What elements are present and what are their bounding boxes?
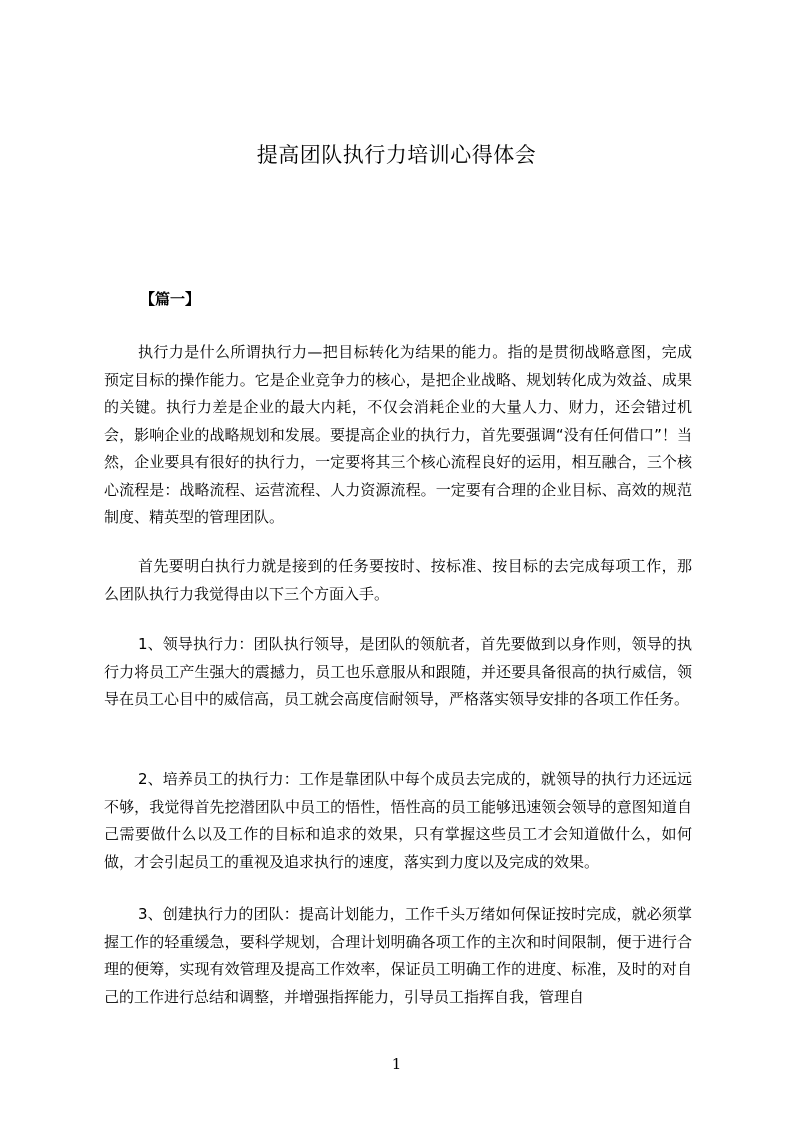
paragraph-2: 首先要明白执行力就是接到的任务要按时、按标准、按目标的去完成每项工作，那么团队执行力我觉得由以下三个方面入手。 bbox=[104, 557, 692, 603]
section-label: 【篇一】 bbox=[140, 290, 201, 308]
paragraph-4: 2、培养员工的执行力：工作是靠团队中每个成员去完成的，就领导的执行力还远远不够，我觉得首先挖潜团队中员工的悟性，悟性高的员工能够迅速领会领导的意图知道自己需要做什么以及工作的目标和追求的效果，只有掌握这些员工才会知道做什么，如何做，才会引起员工的重视及追求执行的速度，落实到力度以及完成的效果。 bbox=[104, 770, 692, 871]
page-number: 1 bbox=[391, 1055, 402, 1073]
paragraph-5: 3、创建执行力的团队：提高计划能力，工作千头万绪如何保证按时完成，就必须掌握工作的轻重缓急，要科学规划，合理计划明确各项工作的主次和时间限制，便于进行合理的便筹，实现有效管理及提高工作效率，保证员工明确工作的进度、标准，及时的对自己的工作进行总结和调整，并增强指挥能力，引导员工指挥自我，管理自 bbox=[104, 905, 692, 1006]
paragraph-3: 1、领导执行力：团队执行领导，是团队的领航者，首先要做到以身作则，领导的执行力将员工产生强大的震撼力，员工也乐意服从和跟随，并还要具备很高的执行威信，领导在员工心目中的威信高，员工就会高度信耐领导，严格落实领导安排的各项工作任务。 bbox=[104, 635, 692, 708]
paragraph-1: 执行力是什么所谓执行力—把目标转化为结果的能力。指的是贯彻战略意图，完成预定目标的操作能力。它是企业竞争力的核心，是把企业战略、规划转化成为效益、成果的关键。执行力差是企业的最大内耗，不仅会消耗企业的大量人力、财力，还会错过机会，影响企业的战略规划和发展。要提高企业的执行力，首先要强调“没有任何借口”！当然，企业要具有很好的执行力，一定要将其三个核心流程良好的运用，相互融合，三个核心流程是：战略流程、运营流程、人力资源流程。一定要有合理的企业目标、高效的规范制度、精英型的管理团队。 bbox=[104, 343, 692, 526]
document-title: 提高团队执行力培训心得体会 bbox=[256, 143, 537, 167]
